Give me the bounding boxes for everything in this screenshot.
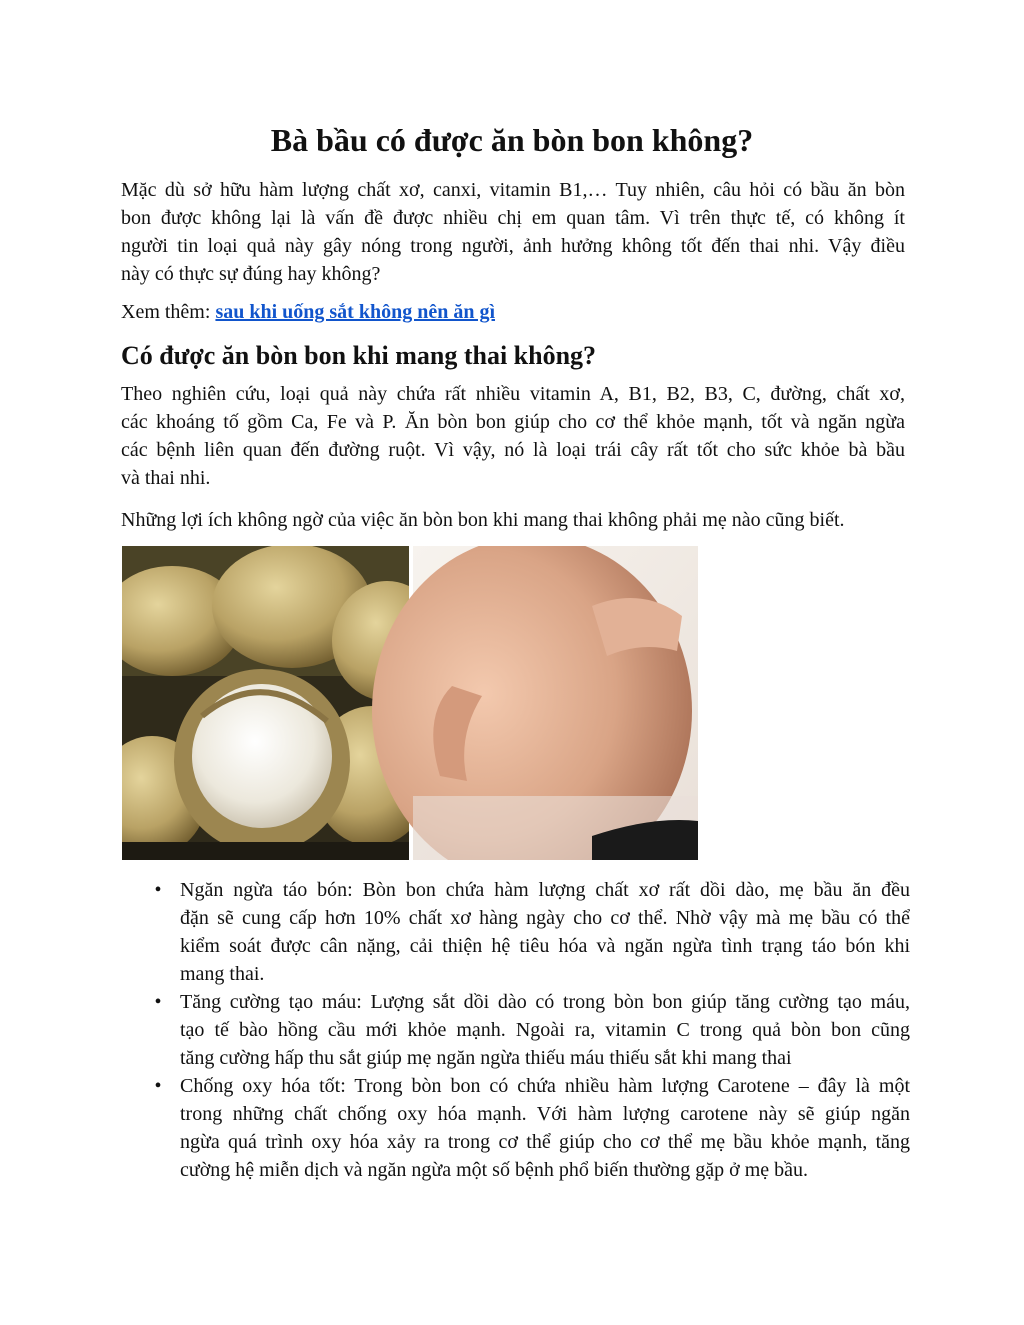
bullet-icon: • xyxy=(154,991,162,1013)
bullet-icon: • xyxy=(154,1075,162,1097)
research-line: và thai nhi. xyxy=(121,467,211,489)
list-item-line: Ngăn ngừa táo bón: Bòn bon chứa hàm lượng chất xơ rất dồi dào, mẹ bầu ăn đều xyxy=(180,879,910,901)
research-line: các bệnh liên quan đến đường ruột. Vì vậy, nó là loại trái cây rất tốt cho sức khỏe bà bầu xyxy=(121,439,905,461)
section-heading: Có được ăn bòn bon khi mang thai không? xyxy=(121,341,597,370)
list-item xyxy=(150,1072,910,1184)
list-item-line: tăng cường hấp thu sắt giúp mẹ ngăn ngừa thiếu máu thiếu sắt khi mang thai xyxy=(180,1047,792,1069)
list-item-line: tạo tế bào hồng cầu mới khỏe mạnh. Ngoài ra, vitamin C trong quả bòn bon cũng xyxy=(180,1019,910,1041)
intro-line: này có thực sự đúng hay không? xyxy=(121,263,381,285)
intro-line: bon được không lại là vấn đề được nhiều chị em quan tâm. Vì trên thực tế, có không ít xyxy=(121,207,905,229)
photo-collage xyxy=(122,546,698,860)
list-item-line: đặn sẽ cung cấp hơn 10% chất xơ hàng ngày cho cơ thể. Nhờ vậy mà mẹ bầu có thể xyxy=(180,907,910,929)
list-item-line: Tăng cường tạo máu: Lượng sắt dồi dào có trong bòn bon giúp tăng cường tạo máu, xyxy=(180,991,910,1013)
see-more-line xyxy=(121,298,905,326)
list-item xyxy=(150,988,910,1072)
research-line: Theo nghiên cứu, loại quả này chứa rất nhiều vitamin A, B1, B2, B3, C, đường, chất xơ, xyxy=(121,383,905,405)
list-item-line: trong những chất chống oxy hóa mạnh. Với hàm lượng carotene này sẽ giúp ngăn xyxy=(180,1103,910,1125)
research-paragraph xyxy=(121,380,905,492)
list-item-line: kiểm soát được cân nặng, cải thiện hệ tiêu hóa và ngăn ngừa tình trạng táo bón khi xyxy=(180,935,910,957)
pregnancy-photo xyxy=(372,546,698,860)
intro-paragraph xyxy=(121,176,905,288)
page-title: Bà bầu có được ăn bòn bon không? xyxy=(270,122,754,158)
research-line: các khoáng tố gồm Ca, Fe và P. Ăn bòn bon giúp cho cơ thể khỏe mạnh, tốt và ngăn ngừa xyxy=(121,411,905,433)
list-item xyxy=(150,876,910,988)
intro-line: người tin loại quả này gây nóng trong người, ảnh hưởng không tốt đến thai nhi. Vậy điều xyxy=(121,235,905,257)
list-item-line: mang thai. xyxy=(180,963,265,985)
see-more-link[interactable]: sau khi uống sắt không nên ăn gì xyxy=(215,301,496,323)
list-item-line: ngừa quá trình oxy hóa xảy ra trong cơ thể giúp cho cơ thể mẹ bầu khỏe mạnh, tăng xyxy=(180,1131,910,1153)
intro-line: Mặc dù sở hữu hàm lượng chất xơ, canxi, vitamin B1,… Tuy nhiên, câu hỏi có bầu ăn bòn xyxy=(121,179,905,201)
bullet-icon: • xyxy=(154,879,162,901)
see-more-prefix: Xem thêm: xyxy=(121,301,216,323)
list-item-line: cường hệ miễn dịch và ngăn ngừa một số bệnh phổ biến thường gặp ở mẹ bầu. xyxy=(180,1159,809,1181)
article-photo xyxy=(122,546,698,860)
benefits-intro: Những lợi ích không ngờ của việc ăn bòn bon khi mang thai không phải mẹ nào cũng biết. xyxy=(121,509,845,531)
list-item-line: Chống oxy hóa tốt: Trong bòn bon có chứa nhiều hàm lượng Carotene – đây là một xyxy=(180,1075,910,1097)
benefits-list xyxy=(150,876,910,1184)
